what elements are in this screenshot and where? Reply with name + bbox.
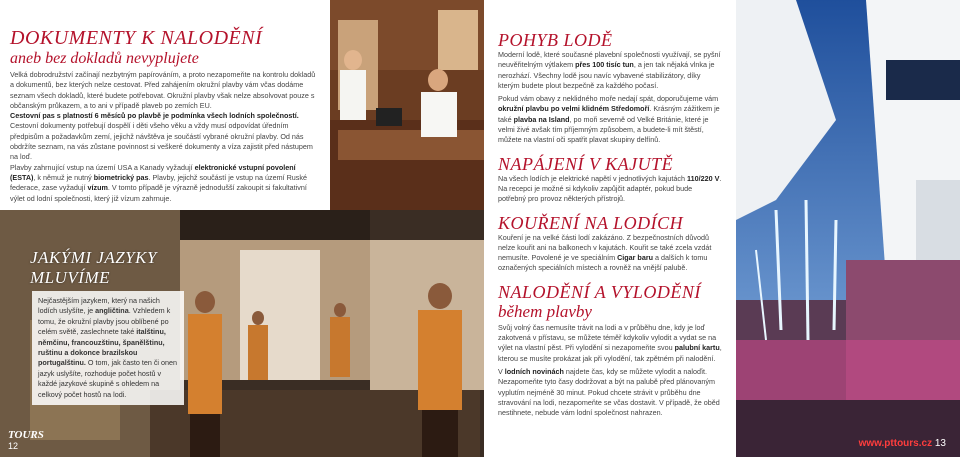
ship-motion-paragraph-2: Pokud vám obavy z neklidného moře nedají spát, doporučujeme vám okružní plavbu po velmi klidném Středomoří. Krásným zážitkem je také plavba na Island, po moři severně od Velké Británie, které je velmi živé avšak tím příjemným způsobem, a budete-li mít štěstí, můžete na vlastní oči spatřit plavat skupiny delfínů. <box>498 94 720 145</box>
documents-paragraph-1: Velká dobrodružství začínají nezbytným papírováním, a proto nezapomeňte na kontrolu dokladů a dokumentů, bez kterých nelze cestovat. Před zahájením okružní plavby vám včas dodáme seznam všech dokladů, které budete potřebovat. Okružní plavby však nelze absolvovat pouze s občanským průkazem, a to ani v případě plaveb po zemích EU. <box>10 70 316 110</box>
documents-paragraph-2: Cestovní pas s platností 6 měsíců po plavbě je podmínka všech lodních společností. <box>10 111 299 121</box>
reception-photo <box>328 0 484 210</box>
tours-logo: TOURS <box>8 429 44 441</box>
right-text-column <box>488 0 728 457</box>
documents-title: DOKUMENTY K NALODĚNÍ <box>10 27 263 49</box>
page-number-left: 12 <box>8 441 19 451</box>
documents-paragraph-3: Cestovní dokumenty potřebují dospělí i děti všeho věku a vždy musí odpovídat úředním předpisům a požadavkům zemí, jejichž návštěva je součástí vybrané okružní plavby. Od nás obdržíte seznam, na vás zůstane povinnost si veškeré dokumenty a víza zajistit před nástupem na loď. <box>10 121 313 162</box>
embarkation-subtitle: během plavby <box>498 301 592 321</box>
documents-paragraph-4: Plavby zahrnující vstup na území USA a Kanady vyžadují elektronické vstupní povolení (ESTA), k němuž je nutný biometrický pas. Plavby, jejichž součástí je vstup na území Ruské federace, zase vyžadují vízum. V tomto případě je výrazně jednodušší zakoupit si fakultativní výlet od lodní společnosti, který již vízum zahrnuje. <box>10 162 307 203</box>
embarkation-paragraph-1: Svůj volný čas nemusíte trávit na lodi a v průběhu dne, kdy je loď zakotvená v přístavu, se můžete téměř kdykoliv vylodit a vydat se na výlet na vlastní pěst. Při vylodění si nezapomeňte svou palubní kartu, kterou se musíte prokázat jak při vylodění, tak zpětném při nalodění. <box>498 322 722 363</box>
languages-section <box>24 248 184 405</box>
ship-photo <box>736 0 960 457</box>
left-footer <box>8 429 44 451</box>
embarkation-paragraph-2: V lodních novinách najdete čas, kdy se můžete vylodit a naloďit. Nezapomeňte tyto časy dodržovat a být na palubě před plánovaným vyplutím nejméně 30 minut. Pokud chcete strávit v průběhu dne stravování na lodi, nezapomeňte se včas dostavit. V případě, že oběd nestihnete, nebude vám lodní společnost nahrazen. <box>498 366 720 418</box>
ship-motion-paragraph-1: Moderní lodě, které současné plavební společnosti využívají, se pyšní neuvěřitelným výtlakem přes 100 tisíc tun, a jen tak nějaká vlnka je nerozhází. Všechny lodě jsou navíc vybavené stabilizátory, díky kterým budete plout bezpečně za každého počasí. <box>498 50 721 90</box>
ship-motion-title: POHYB LODĚ <box>498 30 613 50</box>
languages-box: Nejčastějším jazykem, který na našich lodích uslyšíte, je angličtina. Vzhledem k tomu, že okružní plavby jsou oblíbené po celém světě, zaslechnete také italštinu, němčinu, francouzštinu, španělštinu, ruštinu a dokonce brazilskou portugalštinu. O tom, jak často ten či onen jazyk uslyšíte, rozhoduje počet hostů v každé jazykové skupině s ohledem na celkový počet hostů na lodi. <box>32 291 184 405</box>
smoking-title: KOUŘENÍ NA LODÍCH <box>498 212 684 233</box>
smoking-paragraph: Kouření je na velké části lodí zakázáno. Z bezpečnostních důvodů nelze kouřit ani na balkonech v kajutách. Kouřit se také zcela vzdát nemusíte. Povolené je ve speciálním Cigar baru a dalších k tomu označených speciálních místech a rovněž na vnější palubě. <box>498 232 712 273</box>
documents-section <box>0 0 330 210</box>
embarkation-title: NALODĚNÍ A VYLODĚNÍ <box>498 281 701 302</box>
languages-title: JAKÝMI JAZYKY MLUVÍME <box>30 248 157 287</box>
page-number-right: 13 <box>934 438 946 449</box>
website-link[interactable]: www.pttours.cz <box>858 438 933 449</box>
right-footer <box>859 438 946 449</box>
power-paragraph: Na všech lodích je elektrické napětí v jednotlivých kajutách 110/220 V. Na recepci je možné si kdykoliv zapůjčit adaptér, pokud bude potřebný pro provoz některých přístrojů. <box>498 173 722 204</box>
power-title: NAPÁJENÍ V KAJUTĚ <box>498 153 674 174</box>
documents-subtitle: aneb bez dokladů nevyplujete <box>10 50 199 67</box>
